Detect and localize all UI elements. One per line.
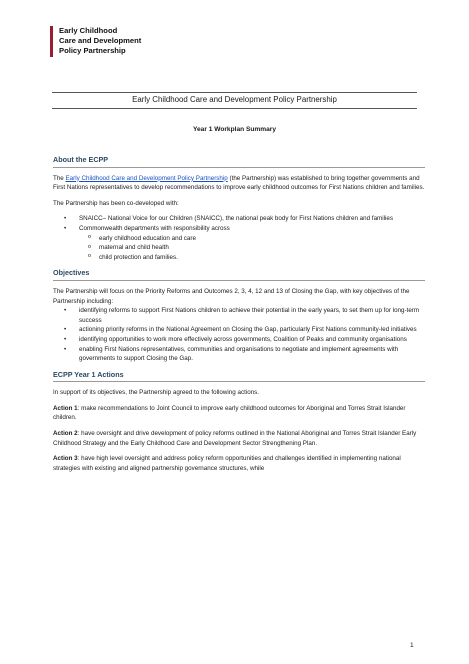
list-item: • identifying reforms to support First Nations children to achieve their potential in the early years, to set them up for long-term success bbox=[53, 306, 425, 325]
document-subtitle: Year 1 Workplan Summary bbox=[192, 126, 277, 133]
section-heading-about: About the ECPP bbox=[53, 155, 425, 168]
action-label: Action 1 bbox=[53, 404, 78, 412]
intro-prefix: The bbox=[53, 174, 66, 182]
codeveloped-paragraph: The Partnership has been co-developed with: bbox=[53, 199, 179, 207]
list-item: • actioning priority reforms in the National Agreement on Closing the Gap, particularly First Nations community-led initiatives bbox=[53, 325, 425, 335]
actions-intro: In support of its objectives, the Partnership agreed to the following actions. bbox=[53, 389, 260, 397]
action-text: : have oversight and drive development of policy reforms outlined in the National Aboriginal and Torres Strait Islander Early Childhood Strategy and the Early Childhood Care and Development Sector Strengthening Plan. bbox=[53, 430, 417, 447]
logo-line: Policy Partnership bbox=[59, 46, 126, 56]
sublist-item: o early childhood education and care bbox=[79, 234, 425, 244]
section-heading-actions: ECPP Year 1 Actions bbox=[53, 370, 425, 383]
about-paragraph bbox=[53, 174, 425, 193]
sublist-item: o child protection and families. bbox=[79, 253, 425, 263]
objectives-intro: The Partnership will focus on the Priority Reforms and Outcomes 2, 3, 4, 12 and 13 of Closing the Gap, with key objectives of the Partnership including: bbox=[53, 287, 410, 305]
list-item bbox=[53, 224, 425, 262]
action-text: : make recommendations to Joint Council to improve early childhood outcomes for Aboriginal and Torres Strait Islander children. bbox=[53, 404, 406, 422]
list-item: • enabling First Nations representatives, communities and organisations to negotiate and implement agreements with governments to support Closing the Gap. bbox=[53, 345, 425, 364]
list-item-text: Commonwealth departments with responsibility across bbox=[79, 224, 230, 232]
objectives-list bbox=[53, 306, 425, 364]
section-heading-objectives: Objectives bbox=[53, 268, 425, 281]
action-label: Action 3 bbox=[53, 455, 78, 463]
list-item: • SNAICC– National Voice for our Children (SNAICC), the national peak body for First Nations children and families bbox=[53, 214, 425, 224]
intro-suffix: (the Partnership) was established to bring together governments and First Nations representatives to develop recommendations to improve early childhood outcomes for First Nations children and families. bbox=[53, 174, 425, 192]
document-body bbox=[53, 155, 425, 479]
partnership-link[interactable]: Early Childhood Care and Development Policy Partnership bbox=[65, 174, 228, 182]
sublist-item: o maternal and child health bbox=[79, 243, 425, 253]
logo-line: Care and Development bbox=[59, 36, 142, 46]
document-title: Early Childhood Care and Development Policy Partnership bbox=[52, 92, 417, 109]
organisation-logo bbox=[50, 26, 141, 57]
codeveloped-list bbox=[53, 214, 425, 262]
action-label: Action 2 bbox=[53, 430, 78, 438]
action-paragraph bbox=[53, 429, 425, 448]
sublist bbox=[79, 234, 425, 263]
action-paragraph bbox=[53, 404, 425, 423]
logo-line: Early Childhood bbox=[59, 26, 118, 35]
page-number: 1 bbox=[410, 642, 414, 649]
action-text: : have high level oversight and address policy reform opportunities and challenges identified in implementing national strategies with existing and aligned partnership governance structures, while bbox=[53, 455, 401, 472]
list-item: • identifying opportunities to work more effectively across governments, Coalition of Peaks and community organisations bbox=[53, 335, 425, 345]
action-paragraph bbox=[53, 454, 425, 473]
